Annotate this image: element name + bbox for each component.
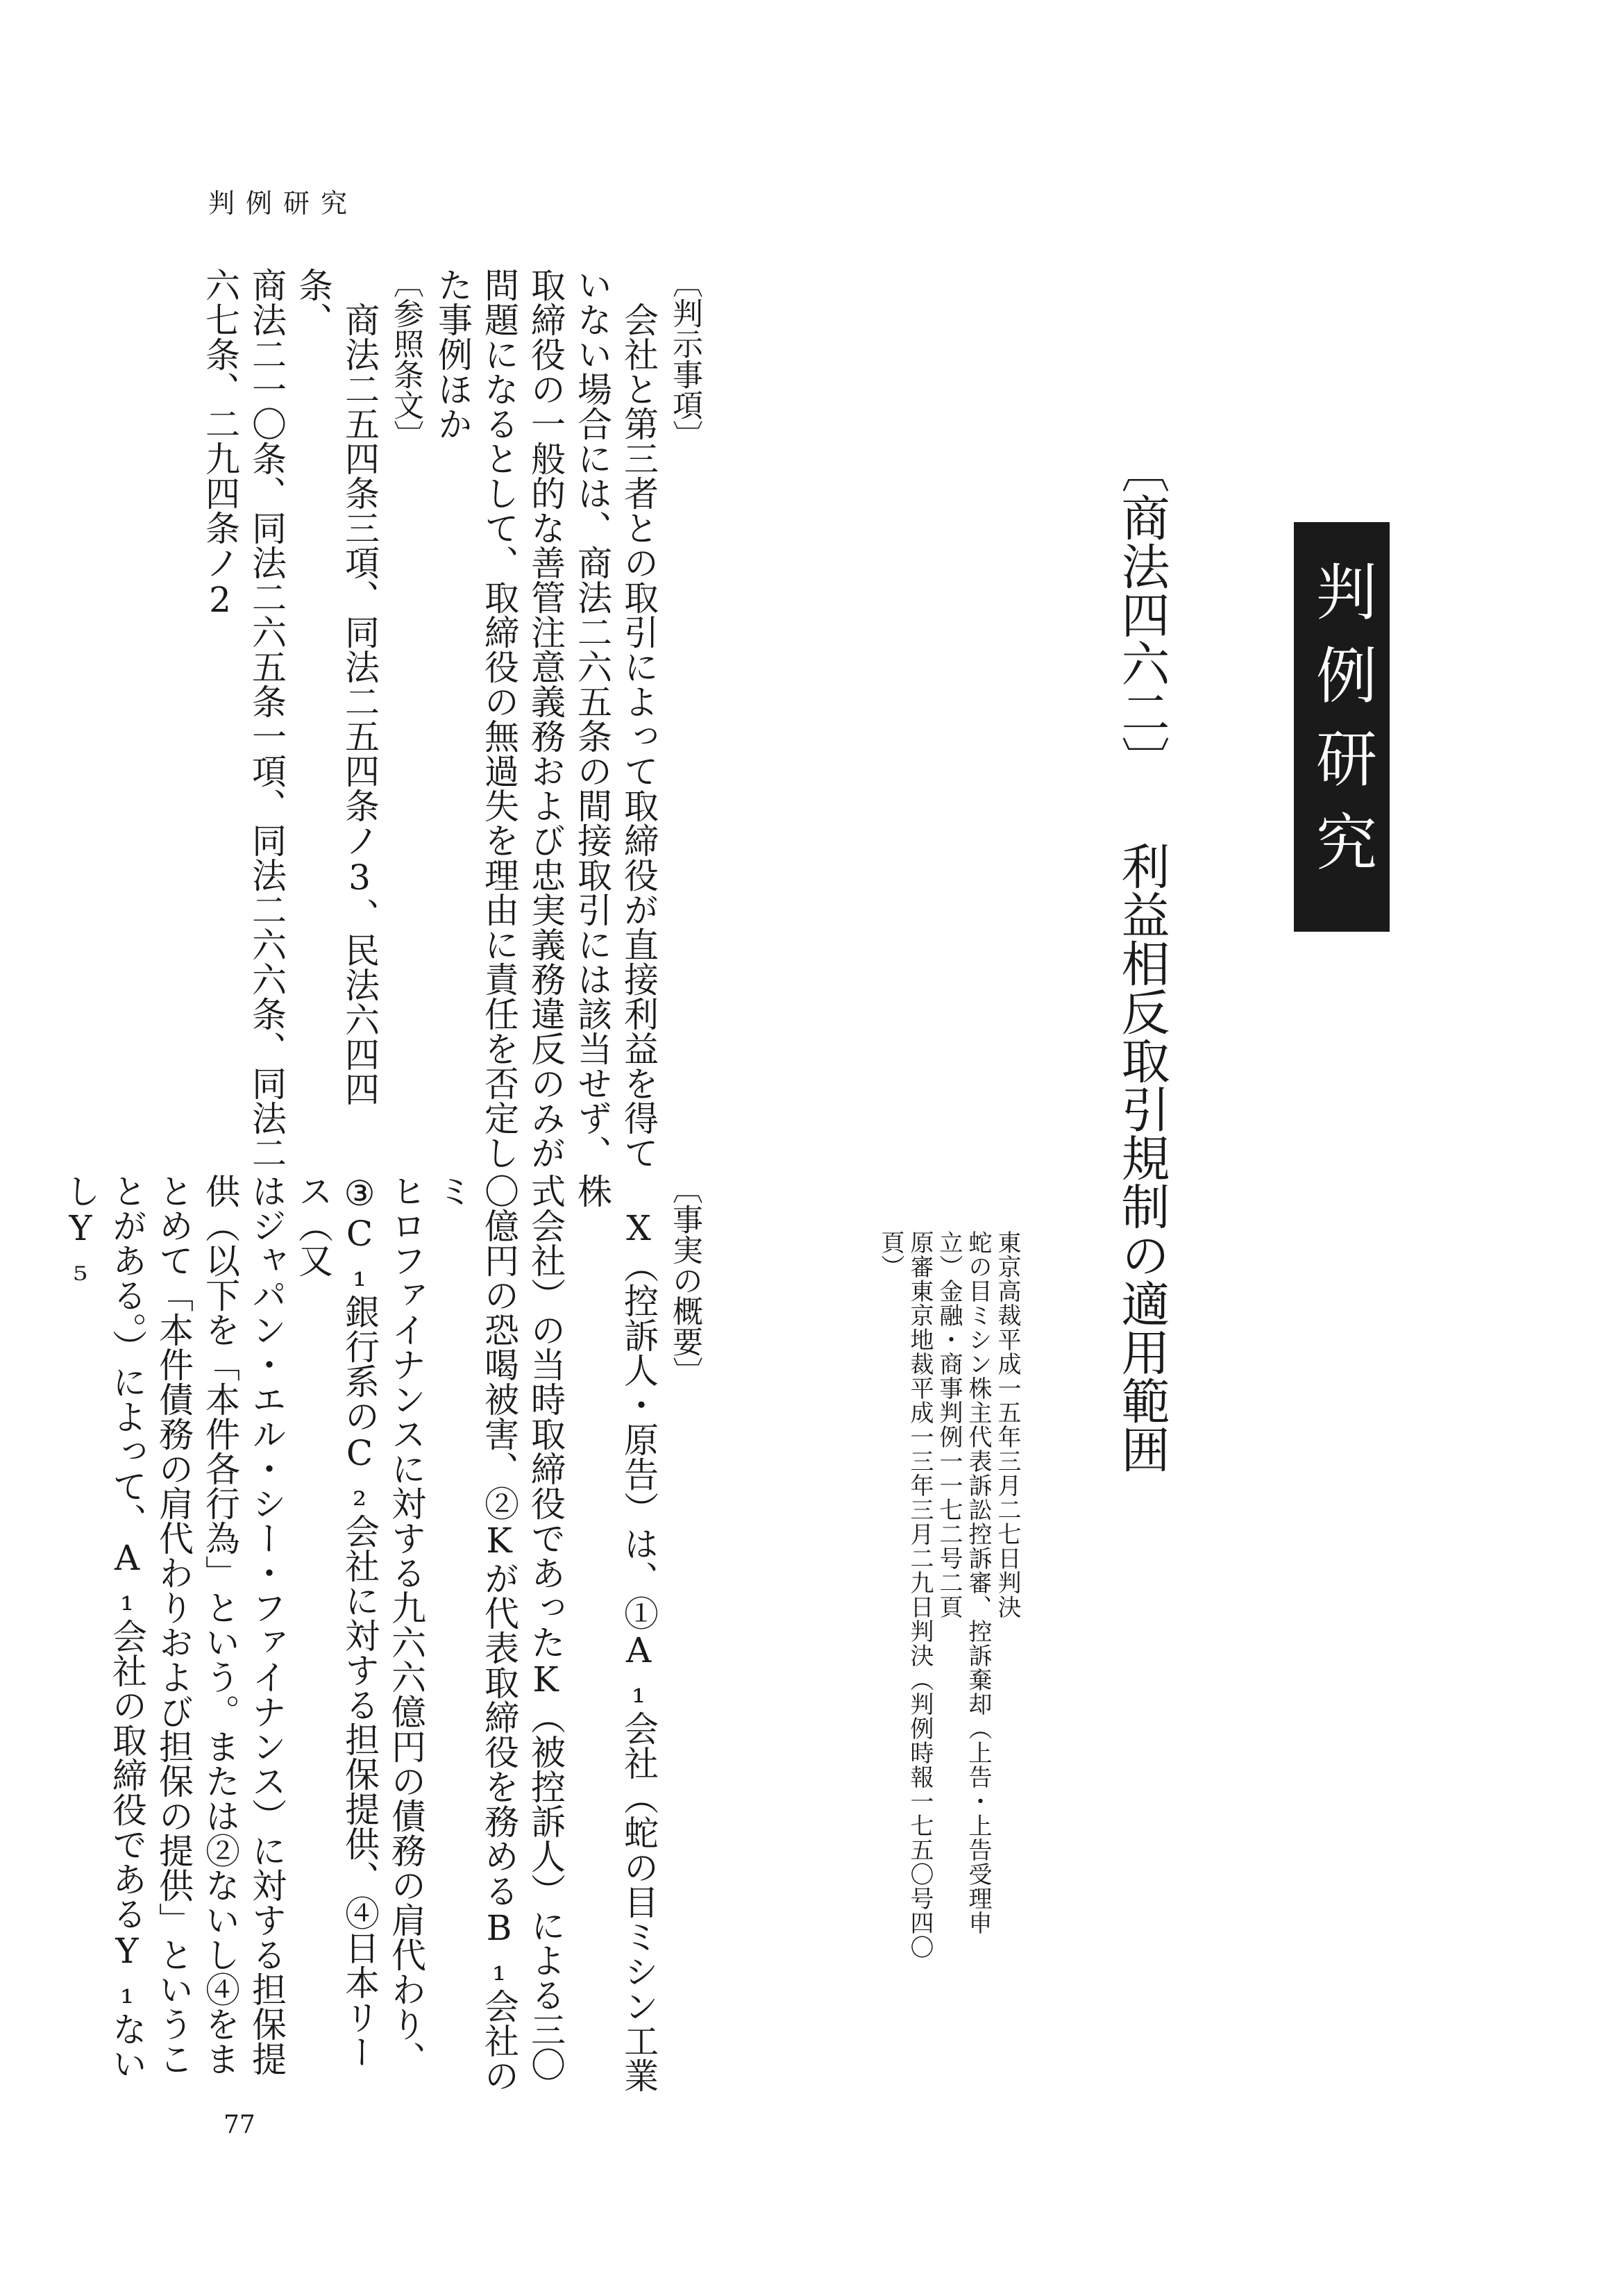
reference-line: 商法二一〇条、同法二六五条一項、同法二六六条、同法二: [246, 267, 287, 1170]
facts-line: ヒロファイナンスに対する九六六億円の債務の肩代わり、: [386, 1173, 426, 2076]
court-info: [876, 1230, 1022, 2015]
court-info-line: 蛇の目ミシン株主代表訴訟控訴審、控訴棄却（上告・上告受理申: [964, 1230, 992, 1935]
summary-section: [167, 267, 708, 1170]
section-title-box: 判例研究: [1294, 522, 1390, 932]
facts-heading: 〔事実の概要〕: [667, 1173, 702, 1387]
case-title: 〔商法四六二〕 利益相反取引規制の適用範囲: [1113, 444, 1170, 1473]
summary-line: いない場合には、商法二六五条の間接取引には該当せず、: [572, 267, 612, 1170]
facts-section: [60, 1173, 708, 2097]
facts-line: 〇億円の恐喝被害、②Kが代表取締役を務めるB₁会社のミ: [432, 1173, 519, 2093]
facts-line: ③C₁銀行系のC₂会社に対する担保提供、④日本リース（又: [293, 1173, 380, 2069]
page-number: 77: [224, 2111, 255, 2139]
summary-line: 会社と第三者との取引によって取締役が直接利益を得て: [618, 302, 659, 1170]
facts-line: はジャパン・エル・シー・ファイナンス）に対する担保提: [246, 1173, 287, 2076]
reference-line: 商法二五四条三項、同法二五四条ノ3、民法六四四条、: [293, 267, 380, 1106]
summary-heading: 〔判示事項〕: [667, 267, 702, 451]
summary-line: 取締役の一般的な善管注意義務および忠実義務違反のみが: [525, 267, 566, 1170]
facts-line: 供（以下を「本件各行為」という。または②ないし④をま: [200, 1173, 240, 2076]
summary-line: 問題になるとして、取締役の無過失を理由に責任を否定し: [479, 267, 519, 1170]
court-info-line: 頁）: [877, 1230, 904, 1279]
facts-line: とがある。）によって、A₁会社の取締役であるY₁ないしY₅: [60, 1173, 147, 2081]
facts-line: X（控訴人・原告）は、①A₁会社（蛇の目ミシン工業株: [572, 1173, 659, 2093]
facts-line: 式会社）の当時取締役であったK（被控訴人）による三〇: [525, 1173, 566, 2081]
court-info-line: 東京高裁平成一五年三月二七日判決: [993, 1230, 1021, 1619]
court-info-line: 原審東京地裁平成一三年三月二九日判決（判例時報一七五〇号四〇: [906, 1230, 934, 1959]
reference-heading: 〔参照条文〕: [388, 267, 423, 451]
summary-line: た事例ほか: [432, 267, 473, 441]
court-info-line: 立）金融・商事判例一一七二号二頁: [935, 1230, 963, 1619]
running-header: 判例研究: [208, 188, 359, 219]
reference-line: 六七条、二九四条ノ2: [200, 267, 240, 620]
facts-line: とめて「本件債務の肩代わりおよび担保の提供」というこ: [153, 1173, 194, 2076]
